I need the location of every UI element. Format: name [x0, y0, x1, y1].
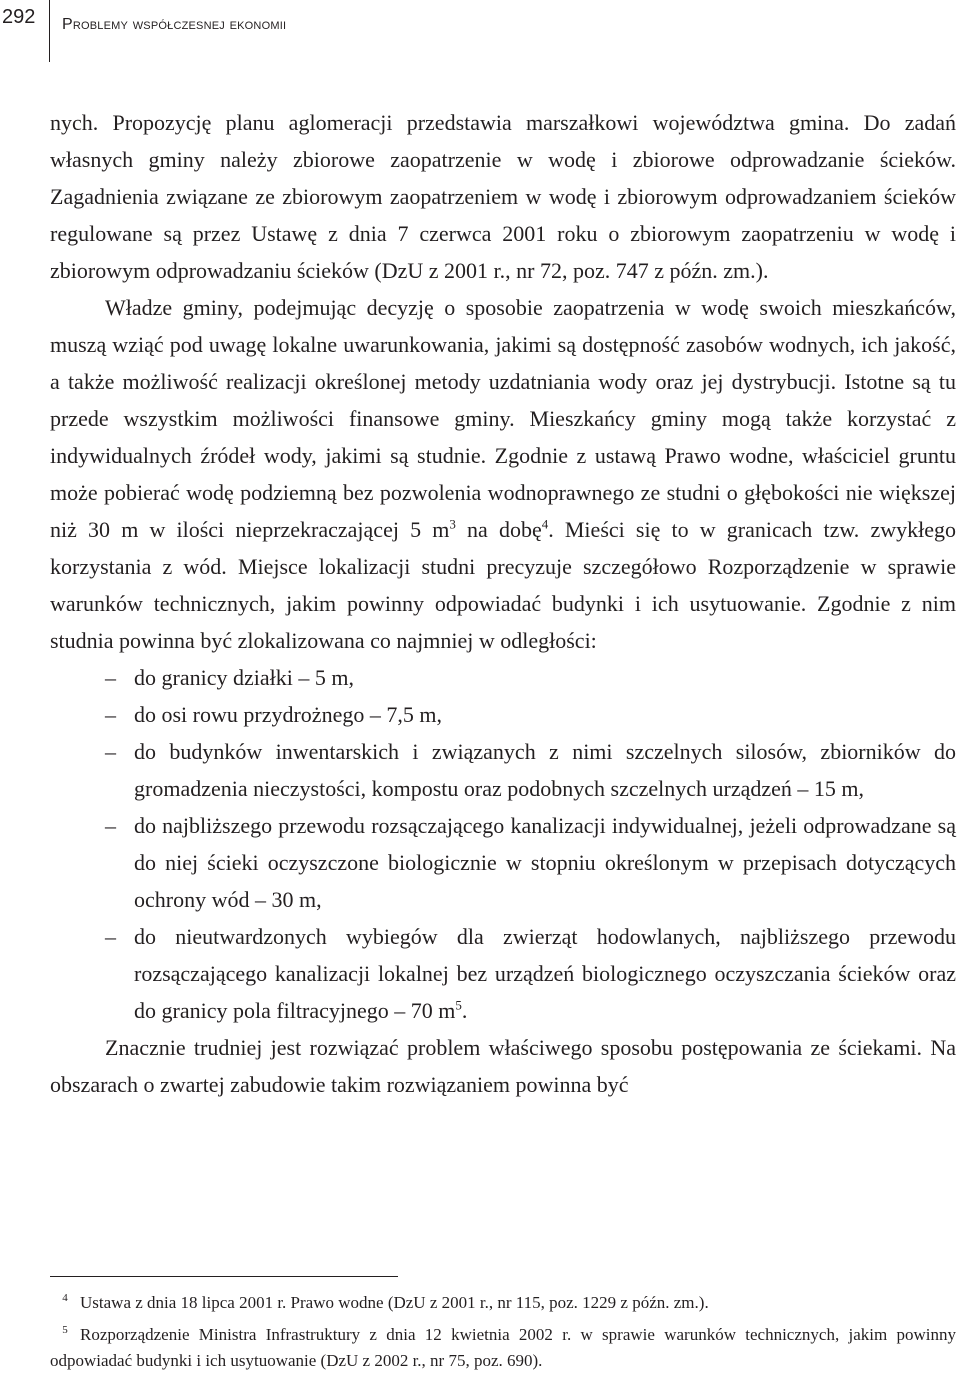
superscript-cubed: 3: [449, 516, 456, 532]
list-item: [50, 807, 956, 918]
paragraph-1: nych. Propozycję planu aglomeracji przedstawia marszałkowi województwa gmina. Do zadań własnych gminy należy zbiorowe zaopatrzenie w wodę i zbiorowe odprowadzanie ścieków. Zagadnienia związane ze zbiorowym zaopatrzeniem w wodę i zbiorowym odprowadzaniem ścieków regulowane są przez Ustawę z dnia 7 czerwca 2001 roku o zbiorowym zaopatrzeniu w wodę i zbiorowym odprowadzaniu ścieków (DzU z 2001 r., nr 72, poz. 747 z późn. zm.).: [50, 110, 956, 283]
dash-bullet: –: [105, 739, 116, 764]
paragraph-2-part-a: Władze gminy, podejmując decyzję o sposobie zaopatrzenia w wodę swoich mieszkańców, muszą wziąć pod uwagę lokalne uwarunkowania, jakimi są dostępność zasobów wodnych, ich jakość, a także możliwość realizacji określonej metody uzdatniania wody oraz jej dystrybucji. Istotne są tu przede wszystkim możliwości finansowe gminy. Mieszkańcy gminy mogą także korzystać z indywidualnych źródeł wody, jakimi są studnie. Zgodnie z ustawą Prawo wodne, właściciel gruntu może pobierać wodę podziemną bez pozwolenia wodnoprawnego ze studni o głębokości nie większej niż 30 m w ilości nieprzekraczającej 5 m: [50, 295, 956, 542]
footnote-5: 5 Rozporządzenie Ministra Infrastruktury z dnia 12 kwietnia 2002 r. w sprawie warunków technicznych, jakim powinny odpowiadać budynki i ich usytuowanie (DzU z 2002 r., nr 75, poz. 690).: [50, 1324, 956, 1370]
dash-bullet: –: [105, 924, 116, 949]
distance-list: [50, 659, 956, 1029]
list-item: [50, 659, 956, 696]
footnote-4: 4 Ustawa z dnia 18 lipca 2001 r. Prawo wodne (DzU z 2001 r., nr 115, poz. 1229 z późn. zm.).: [62, 1292, 709, 1312]
list-item: [50, 918, 956, 1029]
list-item-text: do najbliższego przewodu rozsączającego kanalizacji indywidualnej, jeżeli odprowadzane są do niej ścieki oczyszczone biologicznie w stopniu określonym w przepisach dotyczących ochrony wód – 30 m,: [134, 813, 956, 912]
header-divider: [49, 0, 50, 62]
dash-bullet: –: [105, 665, 116, 690]
list-item: [50, 696, 956, 733]
dash-bullet: –: [105, 702, 116, 727]
page-header: [0, 0, 960, 66]
footnotes: [50, 1290, 956, 1380]
paragraph-3: Znacznie trudniej jest rozwiązać problem właściwego sposobu postępowania ze ściekami. Na obszarach o zwartej zabudowie takim rozwiązaniem powinna być: [50, 1035, 956, 1097]
paragraph-2: [50, 289, 956, 659]
footnote-ref-5: 5: [455, 997, 462, 1013]
main-text: [50, 104, 956, 1103]
footnote-text: Ustawa z dnia 18 lipca 2001 r. Prawo wodne (DzU z 2001 r., nr 115, poz. 1229 z późn. zm.).: [80, 1293, 709, 1312]
paragraph-2-part-c: . Mieści się to w granicach tzw. zwykłego korzystania z wód. Miejsce lokalizacji studni precyzuje szczegółowo Rozporządzenie w sprawie warunków technicznych, jakim powinny odpowiadać budynki i ich usytuowanie. Zgodnie z nim studnia powinna być zlokalizowana co najmniej w odległości:: [50, 517, 956, 653]
list-item-end: .: [461, 998, 468, 1023]
footnote-ref-4: 4: [541, 516, 549, 532]
list-item-text: do osi rowu przydrożnego – 7,5 m,: [134, 702, 442, 727]
list-item-text: do nieutwardzonych wybiegów dla zwierząt hodowlanych, najbliższego przewodu rozsączającego kanalizacji lokalnej bez urządzeń biologicznego oczyszczania ścieków oraz do granicy pola filtracyjnego – 70 m: [134, 924, 956, 1023]
list-item-text: do granicy działki – 5 m,: [134, 665, 354, 690]
list-item-text: do budynków inwentarskich i związanych z nimi szczelnych silosów, zbiorników do gromadzenia nieczystości, kompostu oraz podobnych szczelnych urządzeń – 15 m,: [134, 739, 956, 801]
page-number: 292: [2, 6, 36, 28]
footnote-text: Rozporządzenie Ministra Infrastruktury z dnia 12 kwietnia 2002 r. w sprawie warunków technicznych, jakim powinny odpowiadać budynki i ich usytuowanie (DzU z 2002 r., nr 75, poz. 690).: [50, 1325, 956, 1370]
list-item: [50, 733, 956, 807]
running-title: Problemy współczesnej ekonomii: [62, 16, 287, 33]
dash-bullet: –: [105, 813, 116, 838]
footnote-divider: [50, 1276, 398, 1277]
paragraph-2-part-b: na dobę: [455, 517, 542, 542]
